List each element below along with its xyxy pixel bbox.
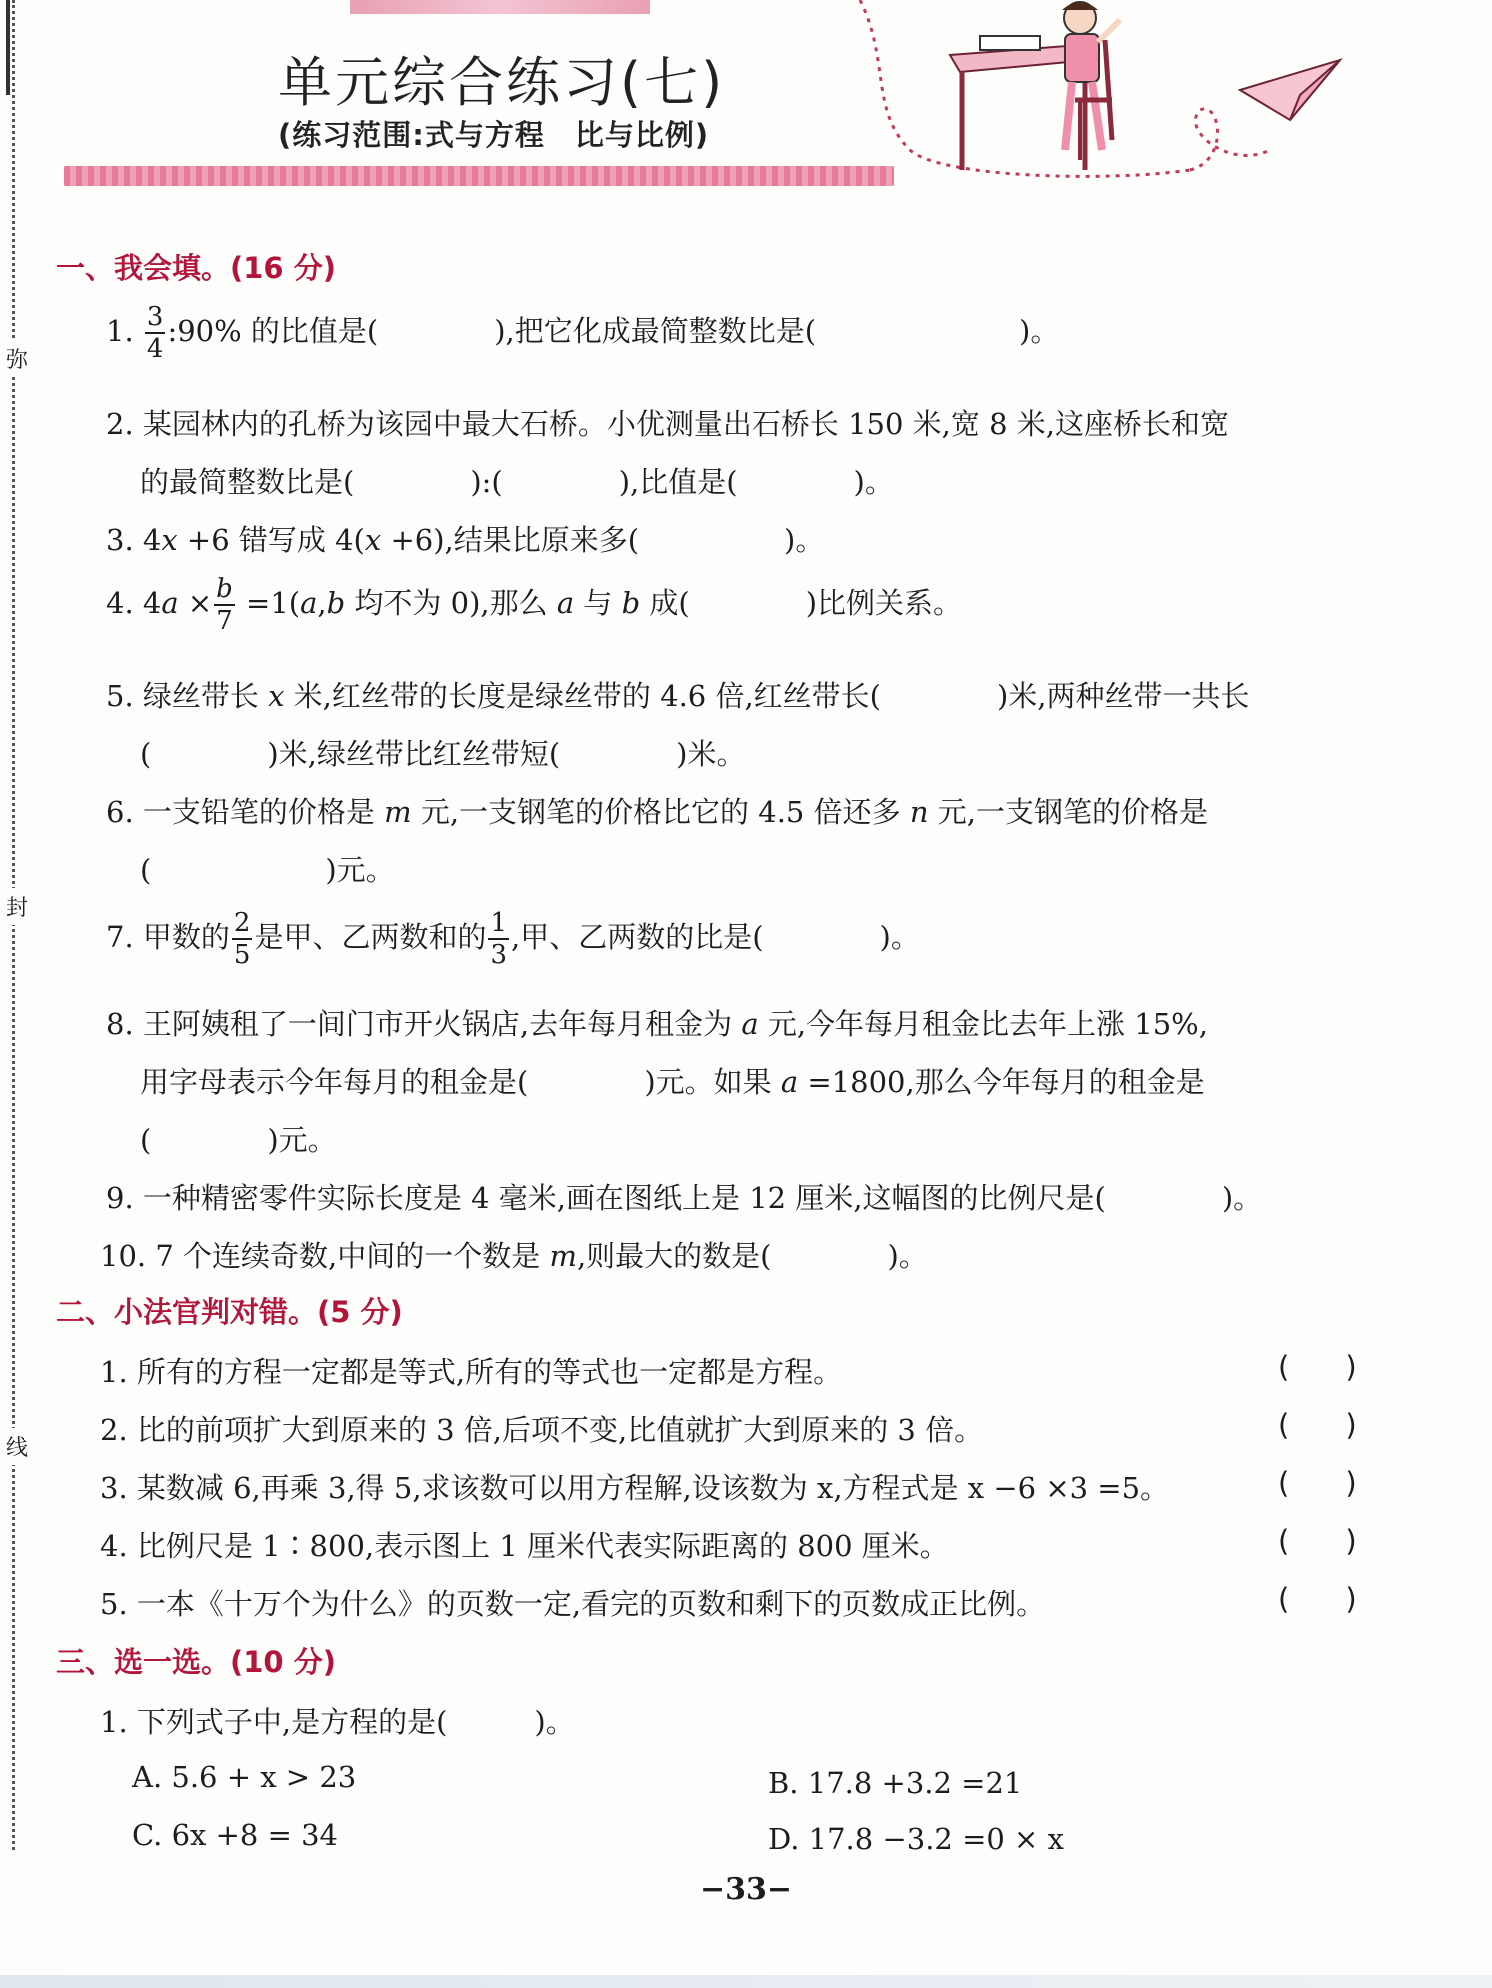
- s2-answer-3[interactable]: [1278, 1466, 1357, 1500]
- margin-char-feng: 封: [6, 888, 28, 925]
- var-x: x: [161, 523, 178, 557]
- text: +6),结果比原来多( )。: [381, 523, 825, 557]
- s1-q5-line1: [106, 674, 1250, 715]
- binding-bar: [6, 0, 10, 95]
- section2-heading: 二、小法官判对错。(5 分): [56, 1295, 403, 1329]
- s1-q6-line1: [106, 790, 1208, 831]
- s1-q7-fraction-2: [488, 910, 509, 968]
- s1-q1-fraction: [145, 304, 166, 362]
- s1-q8-line1: [106, 1002, 1208, 1043]
- section1-heading: 一、我会填。(16 分): [56, 251, 336, 285]
- frac-num: 3: [146, 302, 164, 332]
- var-a: a: [741, 1007, 759, 1041]
- var-b: b: [621, 586, 641, 620]
- paper-plane-icon: [1240, 60, 1340, 120]
- page-subtitle: (练习范围:式与方程 比与比例): [278, 118, 710, 152]
- s2-item-4: 4. 比例尺是 1∶800,表示图上 1 厘米代表实际距离的 800 厘米。: [100, 1529, 949, 1563]
- var-x: x: [364, 523, 382, 557]
- page-number: −33−: [699, 1872, 793, 1907]
- header-top-stripe: [350, 0, 650, 14]
- var-x: x: [268, 679, 285, 713]
- s1-q8-line2: [140, 1060, 1205, 1101]
- text: 与: [574, 586, 622, 620]
- bracket-open: (: [1278, 1582, 1290, 1616]
- text: 元,一支钢笔的价格比它的 4.5 倍还多: [411, 795, 910, 829]
- scan-edge: [0, 1975, 1492, 1988]
- s1-q1-number: 1.: [106, 314, 134, 348]
- s2-item-2: 2. 比的前项扩大到原来的 3 倍,后项不变,比值就扩大到原来的 3 倍。: [100, 1413, 984, 1447]
- section3-heading: 三、选一选。(10 分): [56, 1645, 336, 1679]
- s3-q1-option-a[interactable]: A. 5.6 + x > 23: [132, 1760, 357, 1794]
- s1-q2-line1: 2. 某园林内的孔桥为该园中最大石桥。小优测量出石桥长 150 米,宽 8 米,这座桥长和宽: [106, 407, 1230, 441]
- bracket-open: (: [1278, 1350, 1290, 1384]
- s3-q1-option-c[interactable]: C. 6x +8 = 34: [132, 1818, 339, 1852]
- dashed-loop: [1190, 109, 1270, 170]
- var-a: a: [300, 586, 318, 620]
- frac-num: 2: [233, 908, 251, 938]
- s2-answer-5[interactable]: [1278, 1582, 1357, 1616]
- text: 成( )比例关系。: [640, 586, 963, 620]
- s1-q4-fraction: [214, 576, 235, 634]
- text: 用字母表示今年每月的租金是( )元。如果: [140, 1065, 781, 1099]
- text: 元,今年每月租金比去年上涨 15%,: [758, 1007, 1208, 1041]
- text: =1800,那么今年每月的租金是: [798, 1065, 1205, 1099]
- text: =1(: [236, 586, 301, 620]
- var-b: b: [216, 574, 233, 604]
- frac-den: 5: [233, 940, 251, 970]
- student-at-desk-illustration: [850, 0, 1370, 190]
- var-a: a: [556, 586, 575, 620]
- frac-den: 7: [216, 606, 233, 636]
- bracket-close: ): [1345, 1408, 1357, 1442]
- text: 米,红丝带的长度是绿丝带的 4.6 倍,红丝带长( )米,两种丝带一共长: [284, 679, 1250, 713]
- bracket-open: (: [1278, 1408, 1290, 1442]
- s1-q4: [106, 576, 962, 634]
- s1-q2-line2: 的最简整数比是( ):( ),比值是( )。: [140, 465, 894, 499]
- frac-num: [214, 576, 235, 606]
- text: 5. 绿丝带长: [106, 679, 269, 713]
- text: 均不为 0),那么: [345, 586, 557, 620]
- text: ×: [178, 586, 213, 620]
- frac-den: 3: [490, 940, 507, 970]
- s2-answer-4[interactable]: [1278, 1524, 1357, 1558]
- s2-item-3: 3. 某数减 6,再乘 3,得 5,求该数可以用方程解,设该数为 x,方程式是 x −6 ×3 =5。: [100, 1471, 1170, 1505]
- binding-dotted-line: [12, 0, 15, 1850]
- text: 4. 4: [106, 586, 162, 620]
- header-pink-bar: [64, 166, 894, 186]
- var-m: m: [549, 1239, 577, 1273]
- s2-item-1: 1. 所有的方程一定都是等式,所有的等式也一定都是方程。: [100, 1355, 843, 1389]
- dashed-flight-path: [860, 0, 1190, 176]
- var-b: b: [326, 586, 346, 620]
- s3-q1-option-d[interactable]: D. 17.8 −3.2 =0 × x: [768, 1822, 1064, 1856]
- s3-q1-option-b[interactable]: B. 17.8 +3.2 =21: [768, 1766, 1023, 1800]
- margin-char-xian: 线: [6, 1428, 28, 1465]
- frac-num: 1: [490, 908, 507, 938]
- text: ,: [317, 586, 327, 620]
- s1-q7-fraction-1: [232, 910, 253, 968]
- var-a: a: [780, 1065, 799, 1099]
- var-a: a: [161, 586, 179, 620]
- s2-answer-1[interactable]: [1278, 1350, 1357, 1384]
- s1-q7: [106, 910, 920, 968]
- s1-q1-text: :90% 的比值是( ),把它化成最简整数比是( )。: [167, 314, 1060, 348]
- s1-q1: [106, 304, 1059, 362]
- bracket-open: (: [1278, 1524, 1290, 1558]
- margin-char-mi: 弥: [6, 340, 28, 377]
- var-n: n: [909, 795, 929, 829]
- text: +6 错写成 4(: [177, 523, 365, 557]
- s1-q6-line2: ( )元。: [140, 853, 395, 887]
- bracket-close: ): [1345, 1524, 1357, 1558]
- bracket-close: ): [1345, 1350, 1357, 1384]
- s1-q9: 9. 一种精密零件实际长度是 4 毫米,画在图纸上是 12 厘米,这幅图的比例尺是( )。: [106, 1181, 1263, 1215]
- bracket-open: (: [1278, 1466, 1290, 1500]
- s2-item-5: 5. 一本《十万个为什么》的页数一定,看完的页数和剩下的页数成正比例。: [100, 1587, 1046, 1621]
- text: ,则最大的数是( )。: [576, 1239, 928, 1273]
- text: 元,一支钢笔的价格是: [928, 795, 1208, 829]
- page-title: 单元综合练习(七): [278, 51, 726, 114]
- text: 10. 7 个连续奇数,中间的一个数是: [100, 1239, 550, 1273]
- frac-den: 4: [146, 334, 164, 364]
- text: 8. 王阿姨租了一间门市开火锅店,去年每月租金为: [106, 1007, 742, 1041]
- var-m: m: [384, 795, 412, 829]
- text: 3. 4: [106, 523, 162, 557]
- s3-q1: 1. 下列式子中,是方程的是( )。: [100, 1705, 575, 1739]
- s1-q5-line2: ( )米,绿丝带比红丝带短( )米。: [140, 737, 746, 771]
- s1-q10: [100, 1234, 928, 1275]
- s1-q8-line3: ( )元。: [140, 1123, 337, 1157]
- s1-q3: [106, 518, 824, 559]
- text: ,甲、乙两数的比是( )。: [511, 920, 920, 954]
- bracket-close: ): [1345, 1466, 1357, 1500]
- s2-answer-2[interactable]: [1278, 1408, 1357, 1442]
- text: 是甲、乙两数和的: [254, 920, 487, 954]
- text: 6. 一支铅笔的价格是: [106, 795, 385, 829]
- text: 7. 甲数的: [106, 920, 230, 954]
- bracket-close: ): [1345, 1582, 1357, 1616]
